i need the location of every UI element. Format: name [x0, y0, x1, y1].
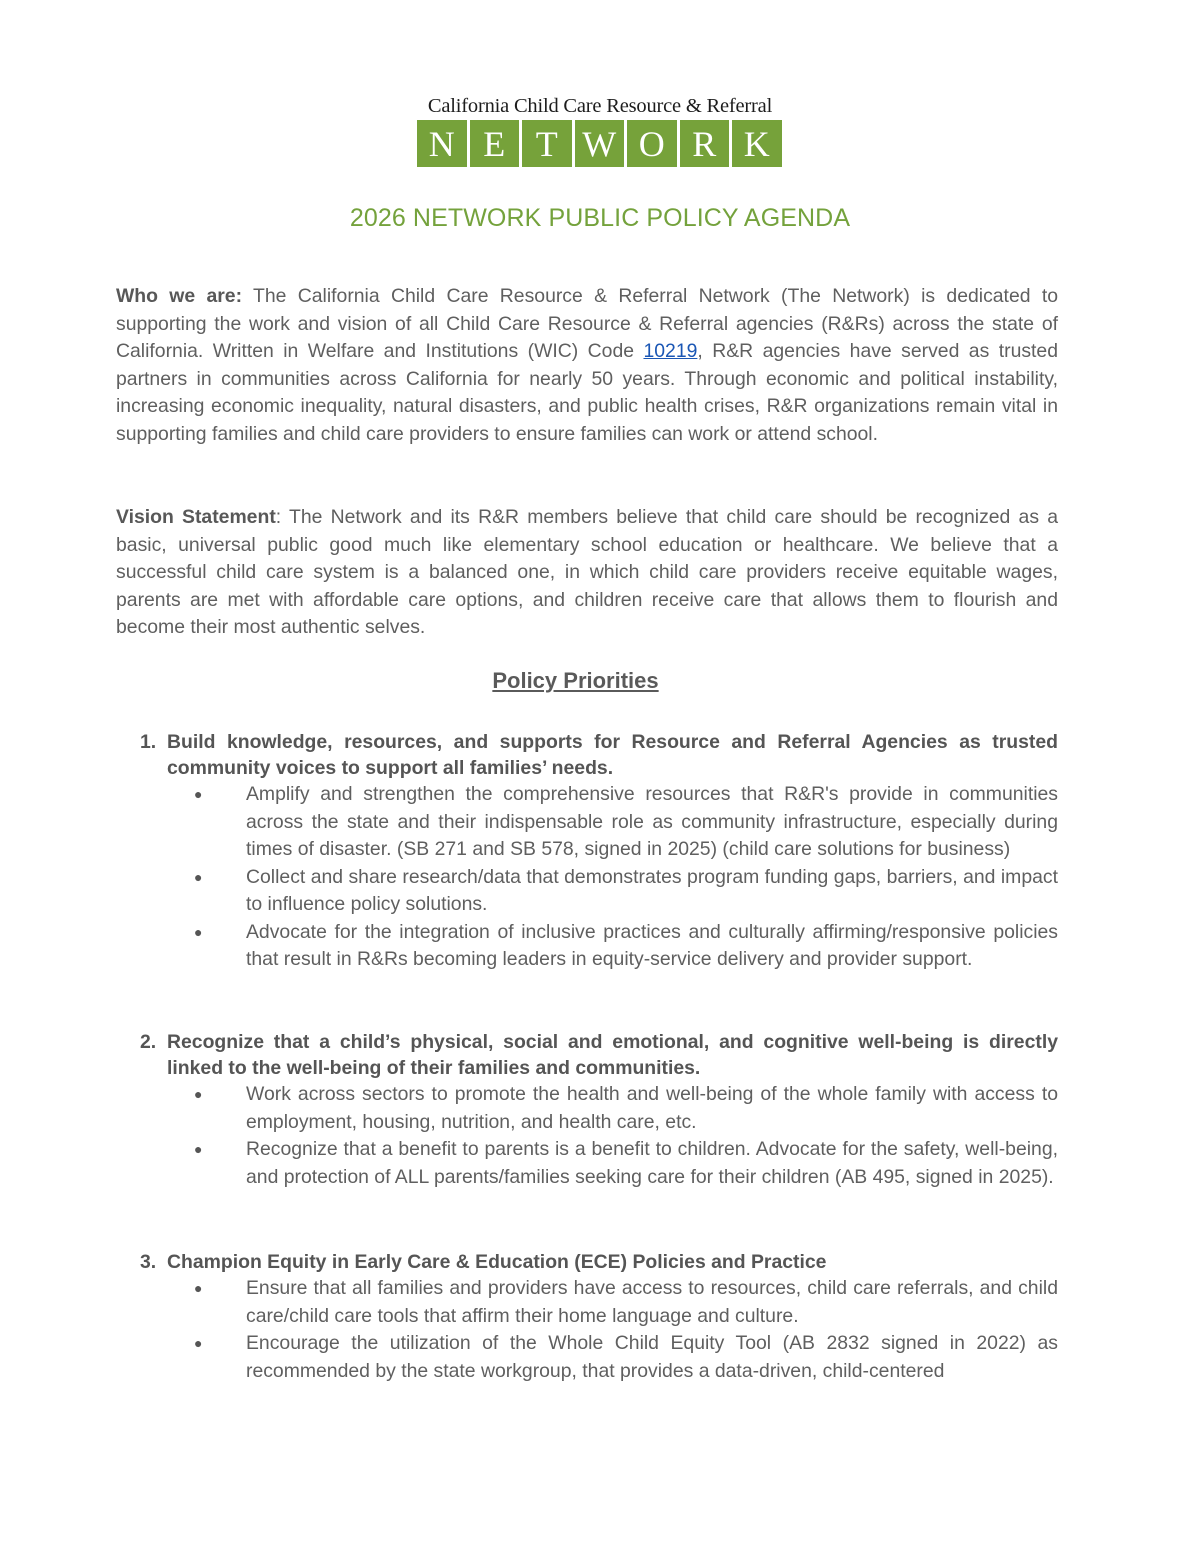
bullet-icon: ● — [194, 923, 203, 940]
policy-priorities-heading: Policy Priorities — [492, 668, 659, 693]
logo-letter: R — [680, 120, 730, 167]
priority-heading — [140, 729, 1058, 781]
bullet-icon: ● — [194, 868, 203, 885]
bullet-icon: ● — [194, 1335, 203, 1351]
priority-item-1 — [140, 729, 1058, 974]
priority-heading — [140, 1249, 1058, 1275]
logo-letter: O — [627, 120, 677, 167]
logo-letter: T — [522, 120, 572, 167]
logo-letter: E — [470, 120, 520, 167]
priority-bullet-list — [140, 1275, 1058, 1385]
priority-number: 1. — [140, 731, 157, 753]
priority-number: 3. — [140, 1251, 157, 1273]
priority-item-3 — [140, 1249, 1058, 1385]
who-we-are-paragraph — [116, 283, 1058, 448]
bullet-text: Recognize that a benefit to parents is a benefit to children. Advocate for the safety, well-being, and protection of ALL parents/families seeking care for their children (AB 495, signed in 2025). — [246, 1138, 1058, 1188]
logo-tagline: California Child Care Resource & Referral — [427, 95, 773, 117]
vision-statement-label: Vision Statement — [116, 506, 276, 528]
bullet-text: Amplify and strengthen the comprehensive resources that R&R's provide in communities across the state and their indispensable role as community infrastructure, especially during times of disaster. (SB 271 and SB 578, signed in 2025) (child care solutions for business) — [246, 783, 1058, 860]
logo-letter-boxes — [417, 120, 783, 167]
priority-title: Recognize that a child’s physical, social and emotional, and cognitive well-being is directly linked to the well-being of their families and communities. — [167, 1031, 1058, 1079]
logo-letter: N — [417, 120, 467, 167]
bullet-icon: ● — [194, 1141, 203, 1157]
bullet-item — [140, 1330, 1058, 1385]
who-we-are-text-1: The California Child Care Resource & Referral Network (The Network) is dedicated to supporting the work and vision of all Child Care Resource & Referral agencies (R&Rs) across the state of California. Written in Welfare and Institutions (WIC) Code — [116, 285, 1058, 362]
network-logo — [417, 94, 783, 167]
bullet-item — [140, 1081, 1058, 1136]
bullet-item — [140, 781, 1058, 864]
document-title: 2026 NETWORK PUBLIC POLICY AGENDA — [349, 204, 851, 232]
bullet-icon: ● — [194, 1086, 203, 1102]
priority-bullet-list — [140, 1081, 1058, 1191]
priority-item-2 — [140, 1029, 1058, 1191]
priority-heading — [140, 1029, 1058, 1081]
bullet-text: Advocate for the integration of inclusive practices and culturally affirming/responsive policies that result in R&Rs becoming leaders in equity-service delivery and provider support. — [246, 920, 1058, 970]
bullet-text: Work across sectors to promote the health and well-being of the whole family with access to employment, housing, nutrition, and health care, etc. — [246, 1083, 1058, 1133]
bullet-item — [140, 1136, 1058, 1191]
priority-number: 2. — [140, 1031, 157, 1053]
vision-statement-paragraph — [116, 504, 1058, 642]
bullet-item — [140, 919, 1058, 974]
priority-title: Build knowledge, resources, and supports for Resource and Referral Agencies as trusted community voices to support all families’ needs. — [167, 731, 1058, 779]
bullet-text: Encourage the utilization of the Whole Child Equity Tool (AB 2832 signed in 2022) as recommended by the state workgroup, that provides a data-driven, child-centered — [246, 1332, 1058, 1382]
priority-title: Champion Equity in Early Care & Education (ECE) Policies and Practice — [167, 1251, 827, 1273]
logo-letter: W — [575, 120, 625, 167]
bullet-icon: ● — [194, 1280, 203, 1296]
who-we-are-label: Who we are: — [116, 285, 243, 307]
bullet-item — [140, 1275, 1058, 1330]
bullet-text: Collect and share research/data that demonstrates program funding gaps, barriers, and impact to influence policy solutions. — [246, 865, 1058, 915]
bullet-text: Ensure that all families and providers have access to resources, child care referrals, and child care/child care tools that affirm their home language and culture. — [246, 1277, 1058, 1327]
logo-letter: K — [732, 120, 782, 167]
wic-code-link[interactable]: 10219 — [643, 340, 698, 362]
vision-statement-text: : The Network and its R&R members believe that child care should be recognized as a basic, universal public good much like elementary school education or healthcare. We believe that a successful child care system is a balanced one, in which child care providers receive equitable wages, parents are met with affordable care options, and children receive care that allows them to flourish and become their most authentic selves. — [116, 506, 1059, 638]
bullet-icon: ● — [194, 786, 203, 802]
bullet-item — [140, 864, 1058, 919]
priority-bullet-list — [140, 781, 1058, 974]
who-we-are-text-2: , R&R agencies have served as trusted partners in communities across California for nearly 50 years. Through economic and political instability, increasing economic inequality, natural disasters, and public health crises, R&R organizations remain vital in supporting families and child care providers to ensure families can work or attend school. — [116, 340, 1059, 445]
